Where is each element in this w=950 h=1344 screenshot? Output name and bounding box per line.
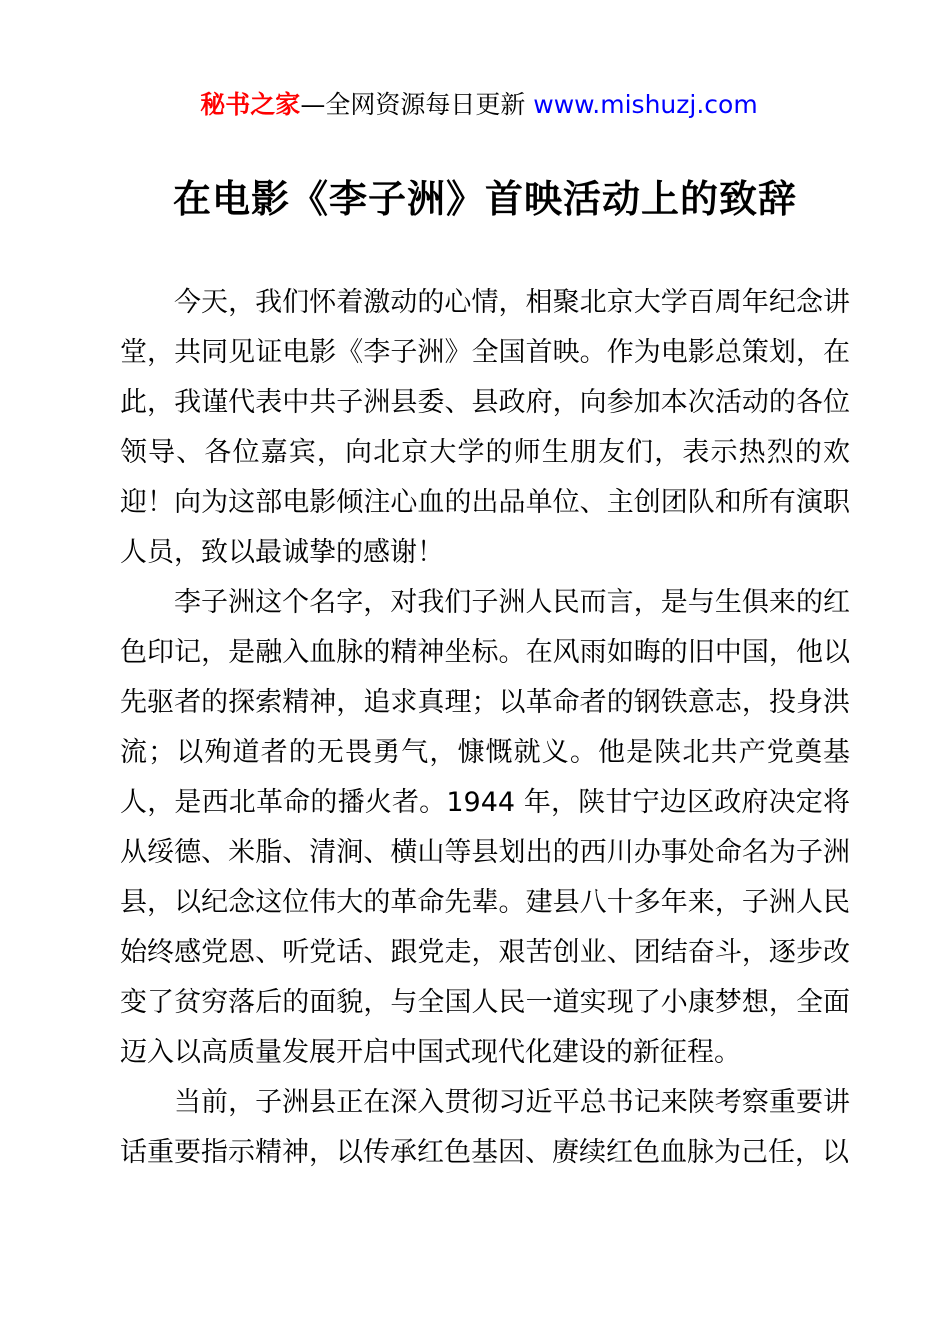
header-tagline: —全网资源每日更新 (300, 90, 534, 119)
paragraph-current-work: 当前，子洲县正在深入贯彻习近平总书记来陕考察重要讲话重要指示精神，以传承红色基因、赓续红色血脉为己任，以 (120, 1087, 850, 1168)
document-body (120, 278, 850, 1178)
site-url-link[interactable]: www.mishuzj.com (533, 90, 758, 119)
brand-name: 秘书之家 (200, 90, 301, 119)
document-title: 在电影《李子洲》首映活动上的致辞 (172, 177, 797, 221)
paragraph-opening: 今天，我们怀着激动的心情，相聚北京大学百周年纪念讲堂，共同见证电影《李子洲》全国首映。作为电影总策划，在此，我谨代表中共子洲县委、县政府，向参加本次活动的各位领导、各位嘉宾，向北京大学的师生朋友们，表示热烈的欢迎！向为这部电影倾注心血的出品单位、主创团队和所有演职人员，致以最诚挚的感谢！ (120, 287, 850, 568)
paragraph-lizizhou-legacy: 李子洲这个名字，对我们子洲人民而言，是与生俱来的红色印记，是融入血脉的精神坐标。在风雨如晦的旧中国，他以先驱者的探索精神，追求真理；以革命者的钢铁意志，投身洪流；以殉道者的无畏勇气，慷慨就义。他是陕北共产党奠基人，是西北革命的播火者。1944 年，陕甘宁边区政府决定将从绥德、米脂、清涧、横山等县划出的西川办事处命名为子洲县，以纪念这位伟大的革命先辈。建县八十多年来，子洲人民始终感党恩、听党话、跟党走，艰苦创业、团结奋斗，逐步改变了贫穷落后的面貌，与全国人民一道实现了小康梦想，全面迈入以高质量发展开启中国式现代化建设的新征程。 (120, 587, 850, 1068)
site-header (108, 88, 850, 122)
